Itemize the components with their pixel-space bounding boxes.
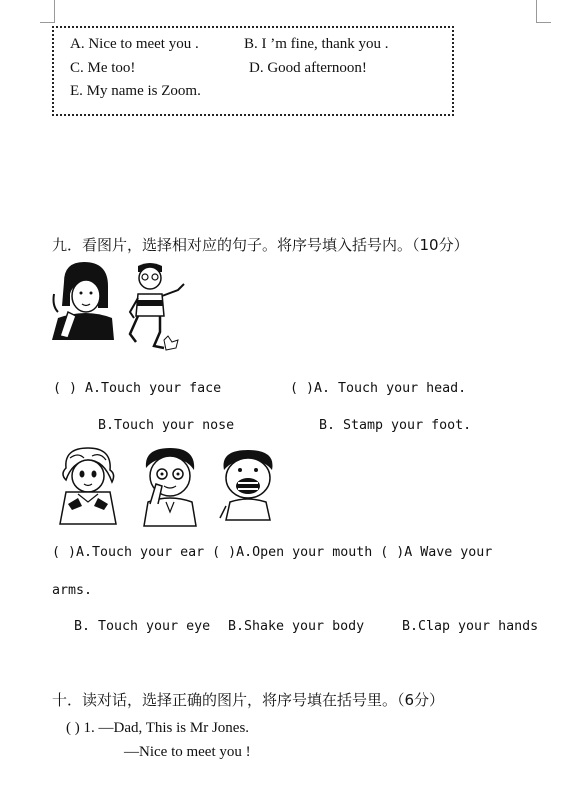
q9-row2-option-b2: B. Stamp your foot. [319, 418, 472, 433]
boy-stamping-foot-picture [124, 260, 188, 356]
girl-touching-face-picture [50, 260, 114, 340]
page-corner-mark-left [40, 0, 55, 23]
q9-row1-option-a2: ( )A. Touch your head. [290, 381, 467, 396]
q9-row1-option-a: ( ) A.Touch your face [53, 381, 222, 396]
page-corner-mark-right [536, 0, 551, 23]
q9-row4-option-b2: B.Shake your body [228, 619, 365, 634]
option-d: D. Good afternoon! [249, 60, 367, 76]
option-a: A. Nice to meet you . [70, 36, 199, 52]
girl-touching-ear-picture [56, 444, 120, 526]
q10-item1-line2: —Nice to meet you ! [124, 744, 251, 760]
option-e: E. My name is Zoom. [70, 83, 201, 99]
section-9-heading: 九．看图片，选择相对应的句子。将序号填入括号内。（10分） [52, 236, 469, 254]
boy-opening-mouth-picture [216, 446, 280, 520]
option-b: B. I ’m fine, thank you . [244, 36, 389, 52]
q9-row3-wrap: arms. [52, 583, 93, 598]
option-c: C. Me too! [70, 60, 136, 76]
boy-touching-eye-picture [136, 446, 204, 526]
q9-row2-option-b: B.Touch your nose [98, 418, 235, 433]
q10-item1-line1: ( ) 1. —Dad, This is Mr Jones. [66, 720, 250, 736]
q9-row3-options: ( )A.Touch your ear ( )A.Open your mouth ( )A Wave your [52, 545, 493, 560]
q9-row4-option-b3: B.Clap your hands [402, 619, 539, 634]
section-10-heading: 十．读对话，选择正确的图片，将序号填在括号里。（6分） [52, 691, 445, 709]
q9-row4-option-b1: B. Touch your eye [74, 619, 211, 634]
